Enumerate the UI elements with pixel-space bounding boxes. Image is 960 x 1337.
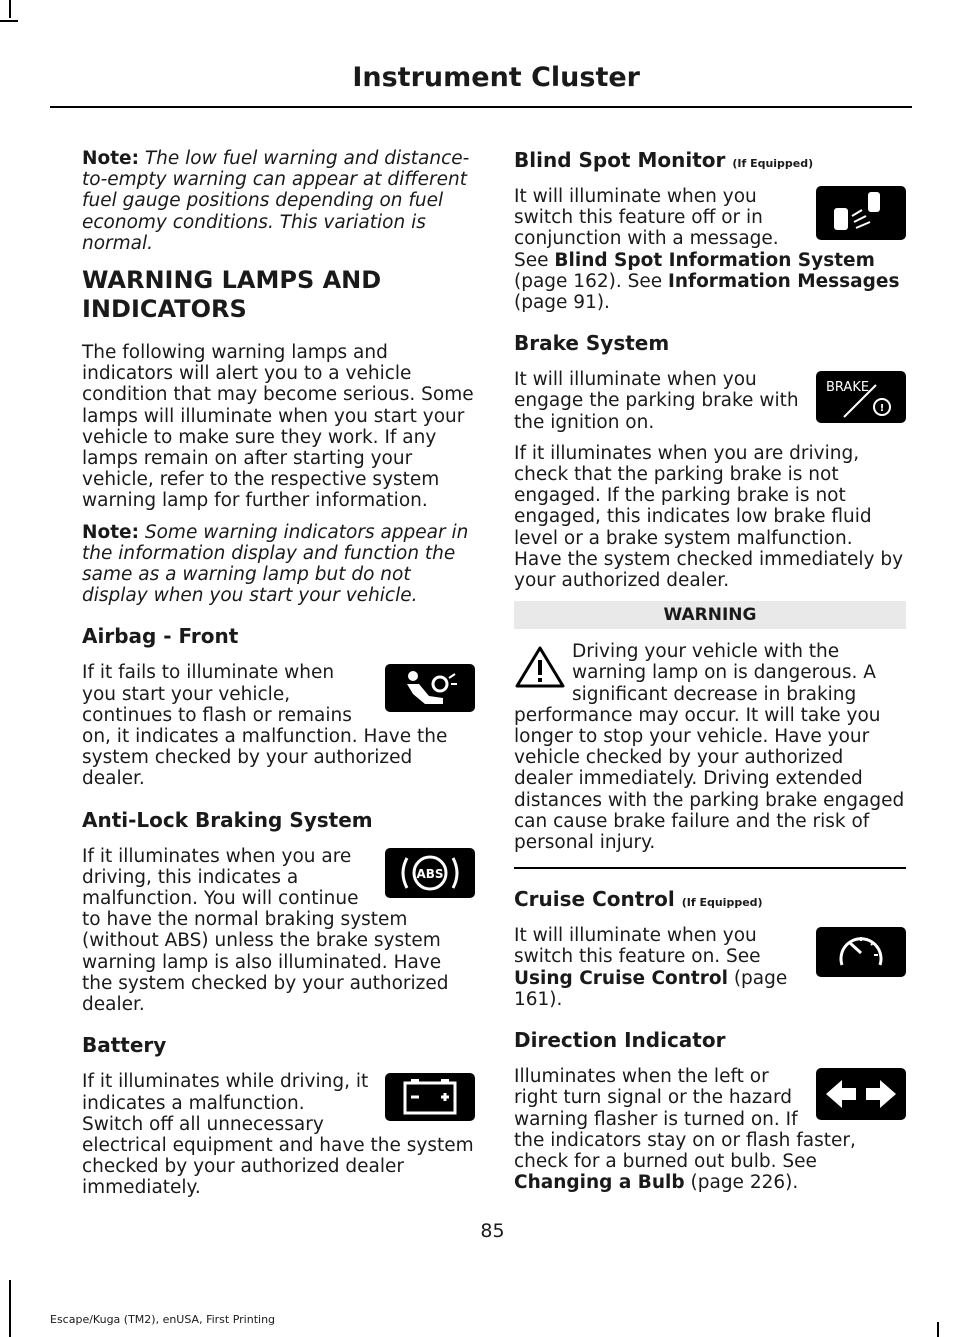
crop-mark: [937, 1322, 939, 1337]
svg-text:!: !: [879, 403, 885, 415]
cruise-heading: Cruise Control (If Equipped): [514, 887, 763, 912]
svg-text:ABS: ABS: [416, 866, 444, 881]
direction-indicator-icon: [816, 1068, 906, 1120]
airbag-heading: Airbag - Front: [82, 624, 239, 649]
direction-heading: Direction Indicator: [514, 1028, 726, 1053]
abs-heading: Anti-Lock Braking System: [82, 807, 373, 832]
page-number: 85: [480, 1220, 505, 1242]
footer-info: Escape/Kuga (TM2), enUSA, First Printing: [50, 1313, 276, 1326]
bsm-text: It will illuminate when you switch this feature off or in conjunction with a message. See Blind Spot Information System (page 162). See Information Messages (page 91).: [514, 186, 900, 314]
warning-banner: WARNING: [514, 601, 906, 629]
section-heading: WARNING LAMPS AND INDICATORS: [82, 266, 382, 324]
warning-divider: [514, 867, 906, 869]
direction-text: Illuminates when the left or right turn signal or the hazard warning flasher is turned on. If the indicators stay on or flash faster, check for a burned out bulb. See Changing a Bulb (page 226).: [514, 1066, 856, 1194]
left-column: [82, 148, 475, 1209]
brake-icon: [816, 371, 906, 423]
abs-icon: [385, 848, 475, 898]
header-rule: [50, 106, 912, 108]
page-title: Instrument Cluster: [352, 62, 640, 93]
battery-icon: [385, 1073, 475, 1121]
crop-mark: [0, 20, 18, 22]
brake-heading: Brake System: [514, 331, 670, 356]
battery-text: If it illuminates while driving, it indicates a malfunction. Switch off all unnecessary electrical equipment and have the system checked by your authorized dealer immediately.: [82, 1071, 474, 1199]
brake-text-1: It will illuminate when you engage the parking brake with the ignition on.: [514, 369, 799, 433]
warning-text: Driving your vehicle with the warning lamp on is dangerous. A significant decrease in braking performance may occur. It will take you longer to stop your vehicle. Have your vehicle checked by your authorized dealer immediately. Driving extended distances with the parking brake engaged can cause brake failure and the risk of personal injury.: [514, 641, 905, 854]
crop-mark: [9, 1280, 11, 1337]
brake-text-2: If it illuminates when you are driving, check that the parking brake is not engaged. If the parking brake is not engaged, this indicates low brake fluid level or a brake system malfunction. Have the system checked immediately by your authorized dealer.: [514, 442, 904, 592]
note-display: Note: Some warning indicators appear in the information display and function the same as a warning lamp but do not display when you start your vehicle.: [82, 521, 469, 607]
cruise-control-icon: [816, 927, 906, 977]
blind-spot-icon: [816, 186, 906, 240]
warning-triangle-icon: [514, 645, 566, 689]
note-low-fuel: Note: The low fuel warning and distance-to-empty warning can appear at different fuel gauge positions depending on fuel economy conditions. This variation is normal.: [82, 148, 470, 254]
intro-paragraph: The following warning lamps and indicators will alert you to a vehicle condition that may become serious. Some lamps will illuminate when you start your vehicle to make sure they work. If any lamps remain on after starting your vehicle, refer to the respective system warning lamp for further information.: [82, 342, 474, 512]
airbag-icon: [385, 664, 475, 712]
battery-heading: Battery: [82, 1033, 167, 1058]
crop-mark: [9, 0, 11, 18]
right-column: [514, 148, 906, 1203]
abs-text: If it illuminates when you are driving, this indicates a malfunction. You will continue to have the normal braking system (without ABS) unless the brake system warning lamp is also illuminated. Have the system checked by your authorized dealer.: [82, 845, 449, 1016]
bsm-heading: Blind Spot Monitor (If Equipped): [514, 148, 814, 172]
cruise-text: It will illuminate when you switch this feature on. See Using Cruise Control (page 161).: [514, 925, 788, 1010]
airbag-text: If it fails to illuminate when you start your vehicle, continues to flash or remains on, it indicates a malfunction. Have the system checked by your authorized dealer.: [82, 662, 448, 790]
svg-text:BRAKE: BRAKE: [826, 380, 870, 396]
